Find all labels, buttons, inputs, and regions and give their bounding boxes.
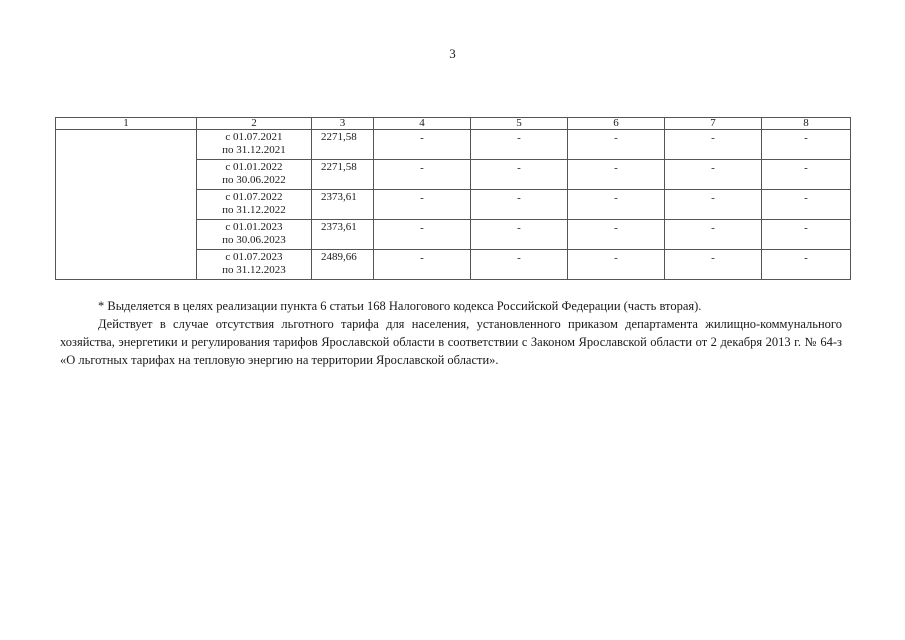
column-header: 1 <box>56 118 197 130</box>
column-header: 4 <box>374 118 471 130</box>
value-cell: - <box>762 220 851 250</box>
column-header: 5 <box>471 118 568 130</box>
notes-paragraph: Действует в случае отсутствия льготного тарифа для населения, установленного приказом департамента жилищно-коммунального хозяйства, энергетики и регулирования тарифов Ярославской области в соответствии с Законом Ярославской области от 2 декабря 2013 г. № 64-з «О льготных тарифах на тепловую энергию на территории Ярославской области». <box>60 317 842 367</box>
column-header: 6 <box>568 118 665 130</box>
column-header: 7 <box>665 118 762 130</box>
value-cell: - <box>471 160 568 190</box>
price-cell: 2489,66 <box>312 250 374 280</box>
period-to: по 31.12.2021 <box>222 144 286 156</box>
period-cell <box>197 130 312 160</box>
tariff-table <box>55 117 851 280</box>
value-cell: - <box>568 190 665 220</box>
value-cell: - <box>665 250 762 280</box>
column-header: 3 <box>312 118 374 130</box>
price-cell: 2271,58 <box>312 160 374 190</box>
value-cell: - <box>762 160 851 190</box>
period-cell <box>197 250 312 280</box>
value-cell: - <box>665 130 762 160</box>
page-number: 3 <box>449 46 456 61</box>
value-cell: - <box>665 220 762 250</box>
period-cell <box>197 160 312 190</box>
period-from: с 01.01.2022 <box>225 161 283 173</box>
value-cell: - <box>568 220 665 250</box>
column-header: 8 <box>762 118 851 130</box>
value-cell: - <box>762 190 851 220</box>
period-to: по 30.06.2023 <box>222 234 286 246</box>
table-row <box>56 130 851 160</box>
value-cell: - <box>665 190 762 220</box>
period-to: по 31.12.2023 <box>222 264 286 276</box>
value-cell: - <box>471 220 568 250</box>
value-cell: - <box>568 250 665 280</box>
period-to: по 31.12.2022 <box>222 204 286 216</box>
price-cell: 2373,61 <box>312 190 374 220</box>
value-cell: - <box>762 250 851 280</box>
price-cell: 2373,61 <box>312 220 374 250</box>
period-from: с 01.01.2023 <box>225 221 283 233</box>
value-cell: - <box>762 130 851 160</box>
value-cell: - <box>568 160 665 190</box>
notes-block <box>60 297 842 369</box>
value-cell: - <box>374 160 471 190</box>
period-from: с 01.07.2022 <box>225 191 283 203</box>
period-to: по 30.06.2022 <box>222 174 286 186</box>
value-cell: - <box>471 130 568 160</box>
header-row <box>56 118 851 130</box>
value-cell: - <box>374 130 471 160</box>
footnote-text: * Выделяется в целях реализации пункта 6 статьи 168 Налогового кодекса Российской Федерации (часть вторая). <box>98 299 702 313</box>
period-from: с 01.07.2023 <box>225 251 283 263</box>
value-cell: - <box>374 190 471 220</box>
value-cell: - <box>374 220 471 250</box>
column-header: 2 <box>197 118 312 130</box>
value-cell: - <box>568 130 665 160</box>
price-cell: 2271,58 <box>312 130 374 160</box>
value-cell: - <box>374 250 471 280</box>
merged-column-1-cell <box>56 130 197 280</box>
period-from: с 01.07.2021 <box>225 131 283 143</box>
value-cell: - <box>471 250 568 280</box>
period-cell <box>197 190 312 220</box>
value-cell: - <box>471 190 568 220</box>
period-cell <box>197 220 312 250</box>
value-cell: - <box>665 160 762 190</box>
